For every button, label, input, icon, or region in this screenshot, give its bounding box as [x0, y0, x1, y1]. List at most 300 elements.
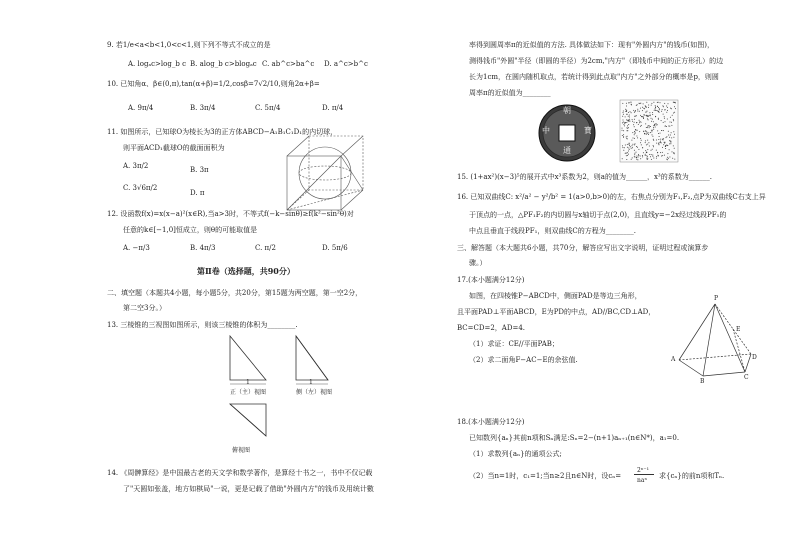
- random-dot: [662, 155, 663, 156]
- q10-option-c: C. 5π/4: [255, 104, 281, 112]
- random-dot: [650, 126, 651, 127]
- random-dot: [636, 122, 637, 123]
- random-dot: [622, 103, 623, 104]
- random-dot: [647, 116, 648, 117]
- random-dot: [635, 143, 636, 144]
- random-dot: [634, 144, 635, 145]
- random-dot: [632, 157, 633, 158]
- random-dot: [671, 125, 672, 126]
- random-dot: [628, 121, 629, 122]
- random-dot: [622, 130, 623, 131]
- random-dot: [666, 112, 667, 113]
- random-dot: [629, 121, 630, 122]
- random-dot: [634, 138, 635, 139]
- random-dot: [668, 158, 669, 159]
- random-dot: [655, 110, 656, 111]
- random-dot: [660, 139, 661, 140]
- random-dot: [662, 105, 663, 106]
- random-dot: [623, 122, 624, 123]
- random-dot: [652, 155, 653, 156]
- q17-line2: 且平面PAD⊥平面ABCD，E为PD的中点，AD//BC,CD⊥AD，: [457, 308, 656, 316]
- random-dot: [641, 122, 642, 123]
- random-dot: [623, 124, 624, 125]
- random-dot: [646, 144, 647, 145]
- random-dot: [667, 107, 668, 108]
- random-dot: [664, 143, 665, 144]
- random-dot: [674, 112, 675, 113]
- part2-title: 第Ⅱ卷（选择题，共90分）: [197, 266, 295, 276]
- random-dot: [649, 112, 650, 113]
- random-dot: [647, 127, 648, 128]
- random-dot: [632, 132, 633, 133]
- random-dot: [651, 103, 652, 104]
- random-dot: [629, 119, 630, 120]
- random-dot: [633, 110, 634, 111]
- q11-option-a: A. 3π/2: [123, 162, 149, 170]
- random-dot: [667, 157, 668, 158]
- random-dot: [649, 146, 650, 147]
- random-dot: [626, 103, 627, 104]
- random-dot: [628, 127, 629, 128]
- random-dot: [647, 144, 648, 145]
- q17-label-a: A: [671, 356, 676, 363]
- coin-square-hole: [559, 125, 575, 141]
- random-dot: [671, 137, 672, 138]
- random-dot: [655, 127, 656, 128]
- cube-back-face: [309, 136, 363, 190]
- random-dot: [656, 158, 657, 159]
- random-dot: [653, 102, 654, 103]
- q18-head: 18.(本小题满分12分): [457, 418, 525, 426]
- random-dot: [643, 131, 644, 132]
- random-dot: [647, 118, 648, 119]
- random-dot: [671, 132, 672, 133]
- random-dot: [660, 142, 661, 143]
- random-dot: [622, 158, 623, 159]
- section2-line2: 第二空3分。）: [123, 304, 166, 312]
- random-dot: [660, 152, 661, 153]
- q17-label-c: C: [744, 374, 749, 381]
- random-dot: [657, 106, 658, 107]
- random-dot: [636, 156, 637, 157]
- random-dot: [626, 153, 627, 154]
- random-dot: [627, 147, 628, 148]
- random-dot: [657, 124, 658, 125]
- random-dot: [627, 130, 628, 131]
- random-dot: [651, 118, 652, 119]
- random-dot: [630, 146, 631, 147]
- random-dot: [663, 122, 664, 123]
- random-dot: [627, 120, 628, 121]
- random-dot: [653, 121, 654, 122]
- random-dot: [628, 120, 629, 121]
- random-dot: [646, 115, 647, 116]
- q13-front-label: 正（主）视图: [230, 389, 267, 396]
- random-dot: [622, 145, 623, 146]
- random-dot: [648, 115, 649, 116]
- random-dot: [638, 149, 639, 150]
- random-dot: [641, 140, 642, 141]
- random-dot: [633, 138, 634, 139]
- random-dot: [647, 140, 648, 141]
- random-dot: [651, 154, 652, 155]
- random-dot: [635, 130, 636, 131]
- random-dot: [629, 144, 630, 145]
- q10-stem: 10. 已知角α、β∈(0,π),tan(α+β)=1/2,cosβ=7√2/10,则角2α+β=: [107, 80, 320, 88]
- q14-cont-line3: 长为1cm，在圆内随机取点，若统计得到此点取"内方"之外部分的概率是p，则圆: [469, 73, 719, 81]
- random-dot: [656, 150, 657, 151]
- q11-cube-sphere-figure: [285, 132, 367, 218]
- random-dot: [668, 131, 669, 132]
- q13-side-label: 侧（左）视图: [296, 389, 333, 396]
- q13-three-views: [220, 332, 370, 462]
- random-dot: [659, 112, 660, 113]
- random-dot: [623, 137, 624, 138]
- random-dot: [634, 119, 635, 120]
- random-dot: [634, 154, 635, 155]
- random-dot: [622, 116, 623, 117]
- q12-option-c: C. π/2: [255, 244, 276, 252]
- random-dot: [631, 112, 632, 113]
- random-dot: [664, 103, 665, 104]
- random-dot: [629, 149, 630, 150]
- random-dot: [636, 136, 637, 137]
- random-dot: [624, 122, 625, 123]
- random-dot: [671, 108, 672, 109]
- random-dot: [661, 111, 662, 112]
- random-dot: [651, 150, 652, 151]
- random-dot: [631, 148, 632, 149]
- random-dot: [674, 134, 675, 135]
- random-dot: [674, 106, 675, 107]
- random-dot: [646, 152, 647, 153]
- coin-char-left: 中: [542, 126, 550, 135]
- random-dot: [623, 112, 624, 113]
- random-dot: [674, 153, 675, 154]
- random-dot: [669, 157, 670, 158]
- random-dot: [673, 131, 674, 132]
- random-dot: [673, 137, 674, 138]
- q11-option-b: B. 3π: [190, 166, 209, 174]
- random-dot: [671, 122, 672, 123]
- q12-option-a: A. −π/3: [123, 244, 150, 252]
- random-dot: [626, 137, 627, 138]
- random-dot: [637, 137, 638, 138]
- random-dot: [629, 120, 630, 121]
- random-dot: [627, 144, 628, 145]
- random-dot: [655, 105, 656, 106]
- random-dot: [646, 158, 647, 159]
- random-dot: [635, 132, 636, 133]
- random-dot: [665, 148, 666, 149]
- random-dot: [668, 135, 669, 136]
- random-dot: [626, 122, 627, 123]
- q18-part2-a: （2）当n=1时，c₁=1;当n≥2且n∈N时，设cₙ=: [469, 472, 622, 480]
- random-dot: [647, 158, 648, 159]
- q11-stem2: 则平面ACD₁截球O的截面面积为: [123, 144, 225, 152]
- coin-char-right: 寶: [584, 126, 592, 135]
- random-dot: [659, 109, 660, 110]
- random-dot: [625, 153, 626, 154]
- random-dot: [626, 110, 627, 111]
- q9-option-b: B. alog_b c>blogₐc: [190, 60, 257, 68]
- random-dot: [641, 144, 642, 145]
- random-dot: [643, 117, 644, 118]
- random-dot: [639, 122, 640, 123]
- random-dot: [672, 151, 673, 152]
- random-dot: [639, 131, 640, 132]
- random-dot: [661, 156, 662, 157]
- random-dot: [652, 114, 653, 115]
- random-dot: [642, 147, 643, 148]
- random-dot: [656, 123, 657, 124]
- random-dot: [638, 155, 639, 156]
- random-dot: [646, 132, 647, 133]
- random-dot: [625, 116, 626, 117]
- random-dot: [643, 103, 644, 104]
- random-dot: [632, 147, 633, 148]
- random-dot: [625, 109, 626, 110]
- random-dot: [660, 141, 661, 142]
- random-dot: [628, 116, 629, 117]
- random-dot: [645, 154, 646, 155]
- random-dot: [660, 133, 661, 134]
- random-dot: [663, 106, 664, 107]
- random-dot: [629, 143, 630, 144]
- q13-stem: 13. 三棱锥的三视图如图所示，则该三棱锥的体积为________.: [107, 321, 298, 329]
- random-dot: [635, 110, 636, 111]
- random-dot: [640, 115, 641, 116]
- random-dot: [642, 116, 643, 117]
- random-dot: [645, 142, 646, 143]
- random-dot: [658, 143, 659, 144]
- random-dot: [633, 124, 634, 125]
- random-dot: [631, 102, 632, 103]
- q17-line1: 如图，在四棱锥P−ABCD中，侧面PAD是等边三角形，: [469, 292, 642, 300]
- random-dot: [658, 139, 659, 140]
- random-dot: [652, 119, 653, 120]
- random-dot: [644, 115, 645, 116]
- q17-part2: （2）求二面角F−AC−E的余弦值.: [469, 356, 578, 364]
- random-dot: [670, 143, 671, 144]
- random-dot: [639, 120, 640, 121]
- random-dot: [622, 128, 623, 129]
- random-dot: [665, 109, 666, 110]
- random-dot: [660, 102, 661, 103]
- random-dot: [663, 144, 664, 145]
- random-dot: [647, 156, 648, 157]
- random-dot: [649, 127, 650, 128]
- random-dot: [627, 152, 628, 153]
- random-dot: [626, 138, 627, 139]
- random-dot: [623, 114, 624, 115]
- random-dot: [665, 121, 666, 122]
- random-dot: [645, 105, 646, 106]
- q9-option-c: C. ab^c>ba^c: [262, 60, 315, 68]
- random-dot: [642, 155, 643, 156]
- random-dot: [666, 106, 667, 107]
- random-dot: [666, 159, 667, 160]
- q11-stem: 11. 如图所示，已知球O为棱长为3的正方体ABCD−A₁B₁C₁D₁的内切球，: [107, 128, 338, 136]
- random-dot: [664, 142, 665, 143]
- random-dot: [653, 158, 654, 159]
- random-dot: [656, 143, 657, 144]
- q13-dim-side: 1: [309, 379, 313, 386]
- random-dot: [662, 139, 663, 140]
- random-dot: [651, 121, 652, 122]
- q14-cont-line4: 周率π的近似值为________: [469, 89, 551, 97]
- random-dot: [623, 150, 624, 151]
- random-dot: [659, 144, 660, 145]
- random-dot: [648, 132, 649, 133]
- random-dot: [650, 132, 651, 133]
- random-dot: [637, 104, 638, 105]
- random-dot: [646, 127, 647, 128]
- random-dot: [657, 152, 658, 153]
- random-dot: [651, 130, 652, 131]
- random-dot: [658, 155, 659, 156]
- random-dot: [665, 142, 666, 143]
- random-dot: [628, 102, 629, 103]
- random-dot: [645, 140, 646, 141]
- random-dot: [636, 152, 637, 153]
- random-dot: [653, 139, 654, 140]
- random-dot: [637, 159, 638, 160]
- random-dot: [636, 146, 637, 147]
- random-dot: [670, 142, 671, 143]
- random-dot: [670, 117, 671, 118]
- section3-line2: 骤。）: [469, 259, 487, 267]
- front-view-shape: [230, 336, 266, 380]
- random-dot: [638, 154, 639, 155]
- q17-label-d: D: [752, 354, 757, 361]
- random-dot: [629, 117, 630, 118]
- q18-part2-b: 求{cₙ}的前n项和Tₙ.: [659, 472, 725, 480]
- random-dot: [669, 143, 670, 144]
- random-dot: [645, 123, 646, 124]
- random-dot: [673, 113, 674, 114]
- random-dot: [628, 154, 629, 155]
- random-dot: [653, 129, 654, 130]
- random-dot: [667, 119, 668, 120]
- random-dot: [636, 159, 637, 160]
- random-dot: [667, 145, 668, 146]
- random-dot: [673, 119, 674, 120]
- random-dot: [634, 134, 635, 135]
- random-dot: [640, 103, 641, 104]
- random-dot: [622, 135, 623, 136]
- right-column: [397, 0, 794, 560]
- random-dot: [648, 107, 649, 108]
- random-dot: [663, 114, 664, 115]
- random-dot: [625, 111, 626, 112]
- random-dot: [652, 130, 653, 131]
- random-dot: [627, 136, 628, 137]
- random-dot: [652, 136, 653, 137]
- random-dot: [663, 130, 664, 131]
- random-dot: [662, 109, 663, 110]
- random-dot: [629, 145, 630, 146]
- random-dot: [653, 145, 654, 146]
- inscribed-sphere: [299, 147, 351, 199]
- random-dot: [626, 155, 627, 156]
- random-dot: [628, 112, 629, 113]
- random-dot: [631, 159, 632, 160]
- random-dot: [637, 109, 638, 110]
- random-dot: [624, 123, 625, 124]
- q17-head: 17.(本小题满分12分): [457, 276, 525, 284]
- random-dot: [674, 148, 675, 149]
- random-dot: [673, 120, 674, 121]
- random-dot: [640, 108, 641, 109]
- random-dot: [667, 110, 668, 111]
- random-dot: [675, 102, 676, 103]
- q18-part1: （1）求数列{aₙ}的通项公式;: [469, 450, 562, 458]
- random-dot: [669, 140, 670, 141]
- random-dot: [640, 142, 641, 143]
- random-dot: [665, 126, 666, 127]
- random-dot: [658, 107, 659, 108]
- coin-char-top: 朝: [563, 106, 571, 115]
- random-dot: [668, 126, 669, 127]
- random-dot: [623, 130, 624, 131]
- random-dot: [647, 111, 648, 112]
- random-dot: [655, 116, 656, 117]
- random-dot: [623, 120, 624, 121]
- random-dot: [648, 105, 649, 106]
- random-dot: [643, 116, 644, 117]
- random-dot: [673, 145, 674, 146]
- random-dot: [627, 125, 628, 126]
- random-dot: [645, 150, 646, 151]
- random-dot: [662, 152, 663, 153]
- q12-stem: 12. 设函数f(x)=x(x−a)²(x∈R),当a>3时，不等式f(−k−sinθ)≥f(k²−sin²θ)对: [107, 210, 354, 218]
- random-dot: [643, 152, 644, 153]
- random-dot: [657, 110, 658, 111]
- random-dot: [626, 159, 627, 160]
- random-dot: [656, 140, 657, 141]
- random-dot: [634, 153, 635, 154]
- random-dot: [645, 133, 646, 134]
- random-dot: [666, 126, 667, 127]
- random-dot: [635, 133, 636, 134]
- q15-stem: 15. (1+ax²)(x−3)⁵的展开式中x³系数为2，则a的值为______，x³的系数为______.: [457, 173, 712, 181]
- random-dot: [661, 120, 662, 121]
- random-dot: [634, 156, 635, 157]
- random-dot: [664, 118, 665, 119]
- coin-char-bottom: 通: [563, 146, 571, 155]
- random-dot: [636, 115, 637, 116]
- random-dot: [622, 122, 623, 123]
- random-dot: [639, 103, 640, 104]
- random-dot: [673, 153, 674, 154]
- random-dot: [664, 116, 665, 117]
- random-dot: [652, 156, 653, 157]
- random-dot: [640, 126, 641, 127]
- random-dot: [648, 119, 649, 120]
- random-dot: [632, 121, 633, 122]
- random-dot: [674, 102, 675, 103]
- random-dot: [645, 155, 646, 156]
- random-dot: [669, 137, 670, 138]
- random-dot: [651, 131, 652, 132]
- random-dot: [653, 127, 654, 128]
- random-dot: [626, 127, 627, 128]
- random-dot: [658, 143, 659, 144]
- q11-option-d: D. π: [190, 189, 205, 197]
- random-dot: [675, 108, 676, 109]
- random-dot: [634, 116, 635, 117]
